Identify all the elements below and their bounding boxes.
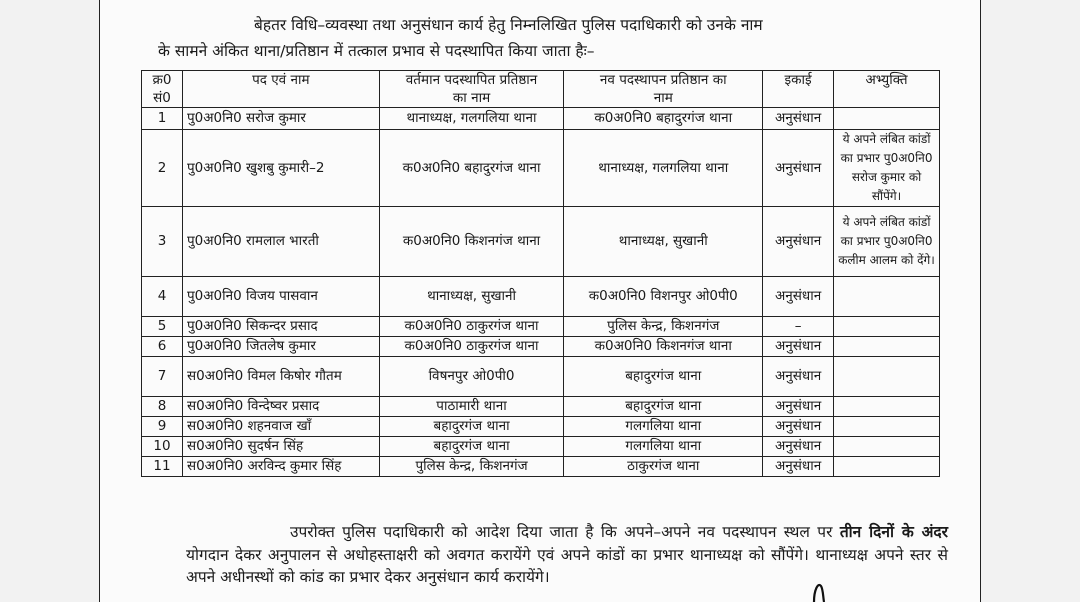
header-name: पद एवं नाम — [182, 71, 379, 108]
cell-serial: 1 — [142, 108, 183, 130]
cell-name: पु0अ0नि0 खुशबु कुमारी–2 — [182, 130, 379, 207]
table-row — [142, 207, 940, 277]
cell-name: पु0अ0नि0 रामलाल भारती — [182, 207, 379, 277]
cell-serial: 10 — [142, 437, 183, 457]
cell-unit: अनुसंधान — [763, 397, 834, 417]
table-row — [142, 357, 940, 397]
cell-name: पु0अ0नि0 सरोज कुमार — [182, 108, 379, 130]
cell-serial: 5 — [142, 317, 183, 337]
closing-part-2: योगदान देकर अनुपालन से अधोहस्ताक्षरी को अवगत करायेंगे एवं अपने कांडों का प्रभार थानाध्यक्ष को सौंपेंगे। थानाध्यक्ष अपने स्तर से अपने अधीनस्थों को कांड का प्रभार देकर अनुसंधान कार्य करायेंगे। — [186, 545, 948, 586]
cell-current: थानाध्यक्ष, सुखानी — [379, 277, 564, 317]
table-row — [142, 108, 940, 130]
table-row — [142, 130, 940, 207]
cell-remark — [834, 397, 940, 417]
cell-current: क0अ0नि0 ठाकुरगंज थाना — [379, 337, 564, 357]
cell-current: क0अ0नि0 ठाकुरगंज थाना — [379, 317, 564, 337]
intro-paragraph — [158, 12, 948, 64]
cell-current: थानाध्यक्ष, गलगलिया थाना — [379, 108, 564, 130]
cell-new: क0अ0नि0 बहादुरगंज थाना — [564, 108, 763, 130]
cell-unit: अनुसंधान — [763, 277, 834, 317]
header-unit: इकाई — [763, 71, 834, 108]
cell-remark — [834, 457, 940, 477]
cell-current: पुलिस केन्द्र, किशनगंज — [379, 457, 564, 477]
header-new-line-2: नाम — [653, 90, 673, 106]
closing-part-1: उपरोक्त पुलिस पदाधिकारी को आदेश दिया जाता है कि अपने–अपने नव पदस्थापन स्थल पर — [290, 523, 840, 541]
table-row — [142, 457, 940, 477]
table-row — [142, 317, 940, 337]
cell-name: पु0अ0नि0 जितलेष कुमार — [182, 337, 379, 357]
cell-serial: 7 — [142, 357, 183, 397]
closing-bold: तीन दिनों के अंदर — [839, 523, 948, 541]
cell-new: थानाध्यक्ष, सुखानी — [564, 207, 763, 277]
table-header-row — [142, 71, 940, 108]
intro-line-1: बेहतर विधि–व्यवस्था तथा अनुसंधान कार्य हेतु निम्नलिखित पुलिस पदाधिकारी को उनके नाम — [254, 16, 763, 34]
cell-new: पुलिस केन्द्र, किशनगंज — [564, 317, 763, 337]
cell-current: क0अ0नि0 बहादुरगंज थाना — [379, 130, 564, 207]
cell-new: थानाध्यक्ष, गलगलिया थाना — [564, 130, 763, 207]
table-row — [142, 437, 940, 457]
cell-remark — [834, 337, 940, 357]
cell-serial: 4 — [142, 277, 183, 317]
table-body — [142, 108, 940, 477]
cell-name: स0अ0नि0 सुदर्षन सिंह — [182, 437, 379, 457]
cell-unit: अनुसंधान — [763, 207, 834, 277]
table-row — [142, 397, 940, 417]
postings-table — [141, 70, 940, 477]
cell-remark — [834, 317, 940, 337]
header-serial-line-1: क्र0 — [152, 72, 172, 88]
header-serial — [142, 71, 183, 108]
cell-remark — [834, 437, 940, 457]
cell-new: बहादुरगंज थाना — [564, 397, 763, 417]
header-new-line-1: नव पदस्थापन प्रतिष्ठान का — [599, 72, 727, 88]
header-current — [379, 71, 564, 108]
cell-new: क0अ0नि0 विशनपुर ओ0पी0 — [564, 277, 763, 317]
cell-remark: ये अपने लंबित कांडों का प्रभार पु0अ0नि0 कलीम आलम को देंगे। — [834, 207, 940, 277]
closing-paragraph — [186, 521, 948, 589]
cell-unit: अनुसंधान — [763, 457, 834, 477]
cell-remark — [834, 108, 940, 130]
cell-remark — [834, 417, 940, 437]
cell-current: पाठामारी थाना — [379, 397, 564, 417]
cell-unit: अनुसंधान — [763, 337, 834, 357]
header-new — [564, 71, 763, 108]
closing-text — [186, 521, 948, 589]
cell-serial: 6 — [142, 337, 183, 357]
intro-line-2: के सामने अंकित थाना/प्रतिष्ठान में तत्काल प्रभाव से पदस्थापित किया जाता हैः– — [158, 42, 595, 60]
cell-current: विषनपुर ओ0पी0 — [379, 357, 564, 397]
cell-serial: 11 — [142, 457, 183, 477]
cell-current: बहादुरगंज थाना — [379, 417, 564, 437]
cell-name: पु0अ0नि0 विजय पासवान — [182, 277, 379, 317]
cell-new: क0अ0नि0 किशनगंज थाना — [564, 337, 763, 357]
cell-unit: – — [763, 317, 834, 337]
cell-unit: अनुसंधान — [763, 437, 834, 457]
cell-name: स0अ0नि0 शहनवाज खाँ — [182, 417, 379, 437]
cell-current: बहादुरगंज थाना — [379, 437, 564, 457]
header-current-line-2: का नाम — [452, 90, 491, 106]
cell-unit: अनुसंधान — [763, 130, 834, 207]
cell-name: स0अ0नि0 विन्देष्वर प्रसाद — [182, 397, 379, 417]
cell-name: स0अ0नि0 अरविन्द कुमार सिंह — [182, 457, 379, 477]
header-current-line-1: वर्तमान पदस्थापित प्रतिष्ठान — [405, 72, 538, 88]
cell-remark: ये अपने लंबित कांडों का प्रभार पु0अ0नि0 सरोज कुमार को सौंपेंगे। — [834, 130, 940, 207]
cell-serial: 3 — [142, 207, 183, 277]
signature-mark — [812, 580, 826, 602]
cell-unit: अनुसंधान — [763, 357, 834, 397]
table-row — [142, 417, 940, 437]
cell-new: गलगलिया थाना — [564, 437, 763, 457]
cell-new: गलगलिया थाना — [564, 417, 763, 437]
cell-serial: 9 — [142, 417, 183, 437]
header-remark: अभ्युक्ति — [834, 71, 940, 108]
cell-new: बहादुरगंज थाना — [564, 357, 763, 397]
cell-remark — [834, 357, 940, 397]
table-row — [142, 337, 940, 357]
table-row — [142, 277, 940, 317]
cell-new: ठाकुरगंज थाना — [564, 457, 763, 477]
header-serial-line-2: सं0 — [153, 90, 171, 106]
cell-serial: 8 — [142, 397, 183, 417]
cell-serial: 2 — [142, 130, 183, 207]
cell-name: स0अ0नि0 विमल किषोर गौतम — [182, 357, 379, 397]
cell-remark — [834, 277, 940, 317]
cell-unit: अनुसंधान — [763, 417, 834, 437]
cell-name: पु0अ0नि0 सिकन्दर प्रसाद — [182, 317, 379, 337]
cell-unit: अनुसंधान — [763, 108, 834, 130]
cell-current: क0अ0नि0 किशनगंज थाना — [379, 207, 564, 277]
